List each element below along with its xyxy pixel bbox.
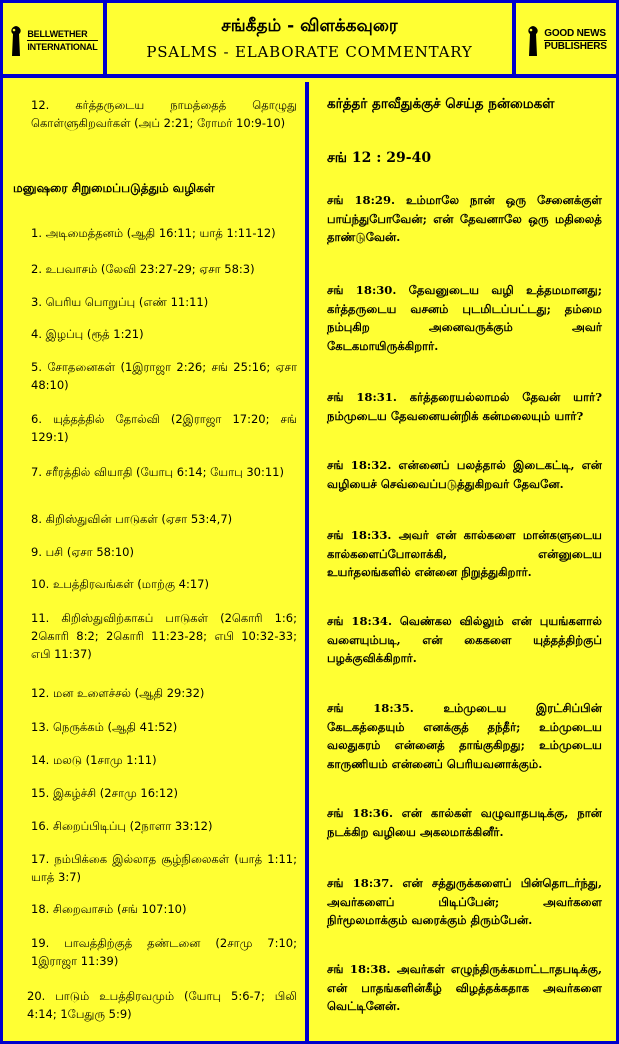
title-box xyxy=(107,3,512,78)
title-english: PSALMS - ELABORATE COMMENTARY xyxy=(146,43,473,61)
scripture-reference: சங் 12 : 29-40 xyxy=(327,150,432,166)
verse-paragraph: சங் 18:38. அவர்கள் எழுந்திருக்கமாட்டாதபடிக்கு, என் பாதங்களின்கீழ் விழத்தக்கதாக அவர்களை வெட்டினேன். xyxy=(327,962,602,1013)
list-item: 7. சரீரத்தில் வியாதி (யோபு 6:14; யோபு 30:11) xyxy=(31,465,284,479)
left-logo-box xyxy=(3,3,107,78)
good-news-logo-text: GOOD NEWS PUBLISHERS xyxy=(544,28,607,52)
list-item: 15. இகழ்ச்சி (2சாமு 16:12) xyxy=(31,786,179,800)
right-logo-box xyxy=(512,3,616,78)
verse-paragraph: சங் 18:34. வெண்கல வில்லும் என் புயங்களால் வளையும்படி, என் கைகளை யுத்தத்திற்குப் பழக்குவிக்கிறார். xyxy=(327,614,602,665)
list-item: 4. இழப்பு (ரூத் 1:21) xyxy=(31,327,144,341)
verse-paragraph: சங் 18:29. உம்மாலே நான் ஒரு சேனைக்குள் பாய்ந்துபோவேன்; என் தேவனாலே ஒரு மதிலைத் தாண்டுவேன். xyxy=(327,193,602,244)
left-column xyxy=(3,82,309,1041)
intro-list-item: 12. கர்த்தருடைய நாமத்தைத் தொழுது கொள்ளுகிறவர்கள் (அப் 2:21; ரோமர் 10:9-10) xyxy=(31,98,297,130)
list-item: 18. சிறைவாசம் (சங் 107:10) xyxy=(31,902,187,916)
verse-paragraph: சங் 18:32. என்னைப் பலத்தால் இடைகட்டி, என் வழியைச் செவ்வைப்படுத்துகிறவர் தேவனே. xyxy=(327,458,602,491)
list-item: 1. அடிமைத்தனம் (ஆதி 16:11; யாத் 1:11-12) xyxy=(31,226,276,240)
bellwether-logo-text: BELLWETHER INTERNATIONAL xyxy=(27,29,98,52)
list-item: 14. மலடு (1சாமு 1:11) xyxy=(31,753,157,767)
list-item: 13. நெருக்கம் (ஆதி 41:52) xyxy=(31,720,178,734)
title-tamil: சங்கீதம் - விளக்கவுரை xyxy=(221,16,398,36)
verse-paragraph: சங் 18:37. என் சத்துருக்களைப் பின்தொடர்ந்து, அவர்களைப் பிடிப்பேன்; அவர்களை நிர்மூலமாக்கும் வரைக்கும் திரும்பேன். xyxy=(327,876,602,927)
bellwether-logo xyxy=(8,24,97,58)
list-item: 3. பெரிய பொறுப்பு (எண் 11:11) xyxy=(31,295,209,309)
list-item: 5. சோதனைகள் (1இராஜா 2:26; சங் 25:16; ஏசா 48:10) xyxy=(31,360,297,392)
list-item: 6. யுத்தத்தில் தோல்வி (2இராஜா 17:20; சங் 129:1) xyxy=(31,412,297,444)
left-heading: மனுஷரை சிறுமைப்படுத்தும் வழிகள் xyxy=(13,181,215,195)
right-column xyxy=(313,82,616,1041)
list-item: 17. நம்பிக்கை இல்லாத சூழ்நிலைகள் (யாத் 1:11; யாத் 3:7) xyxy=(31,852,297,884)
verse-paragraph: சங் 18:33. அவர் என் கால்களை மான்களுடைய கால்களைப்போலாக்கி, என்னுடைய உயர்தலங்களில் என்னை நிறுத்துகிறார். xyxy=(327,528,602,579)
verse-paragraph: சங் 18:36. என் கால்கள் வழுவாதபடிக்கு, நான் நடக்கிற வழியை அகலமாக்கினீர். xyxy=(327,806,602,839)
list-item: 20. பாடும் உபத்திரவமும் (யோபு 5:6-7; பிலி 4:14; 1பேதுரு 5:9) xyxy=(27,989,297,1021)
bellwether-ram-icon xyxy=(8,24,24,58)
good-news-logo xyxy=(525,24,606,58)
list-item: 9. பசி (ஏசா 58:10) xyxy=(31,545,134,559)
list-item: 10. உபத்திரவங்கள் (மாற்கு 4:17) xyxy=(31,577,209,591)
verse-paragraph: சங் 18:35. உம்முடைய இரட்சிப்பின் கேடகத்தையும் எனக்குத் தந்தீர்; உம்முடைய வலதுகரம் என்னைத் தாங்குகிறது; உம்முடைய காருணியம் என்னைப் பெரியவனாக்கும். xyxy=(327,701,602,771)
list-item: 19. பாவத்திற்குத் தண்டனை (2சாமு 7:10; 1இராஜா 11:39) xyxy=(31,936,297,968)
list-item: 8. கிறிஸ்துவின் பாடுகள் (ஏசா 53:4,7) xyxy=(31,512,233,526)
page-header xyxy=(3,3,616,78)
verse-paragraph: சங் 18:31. கர்த்தரையல்லாமல் தேவன் யார்? நம்முடைய தேவனையன்றிக் கன்மலையும் யார்? xyxy=(327,390,602,423)
list-item: 2. உபவாசம் (லேவி 23:27-29; ஏசா 58:3) xyxy=(31,262,255,276)
verse-paragraph: சங் 18:30. தேவனுடைய வழி உத்தமமானது; கர்த்தருடைய வசனம் புடமிடப்பட்டது; தம்மை நம்புகிற அனைவருக்கும் அவர் கேடகமாயிருக்கிறார். xyxy=(327,283,602,353)
list-item: 11. கிறிஸ்துவிற்காகப் பாடுகள் (2கொரி 1:6; 2கொரி 8:2; 2கொரி 11:23-28; எபி 10:32-33; எபி 11:37) xyxy=(31,611,297,661)
list-item: 16. சிறைப்பிடிப்பு (2நாளா 33:12) xyxy=(31,819,213,833)
right-heading: கர்த்தர் தாவீதுக்குச் செய்த நன்மைகள் xyxy=(327,96,555,112)
good-news-emblem-icon xyxy=(525,24,541,58)
list-item: 12. மன உளைச்சல் (ஆதி 29:32) xyxy=(31,686,205,700)
